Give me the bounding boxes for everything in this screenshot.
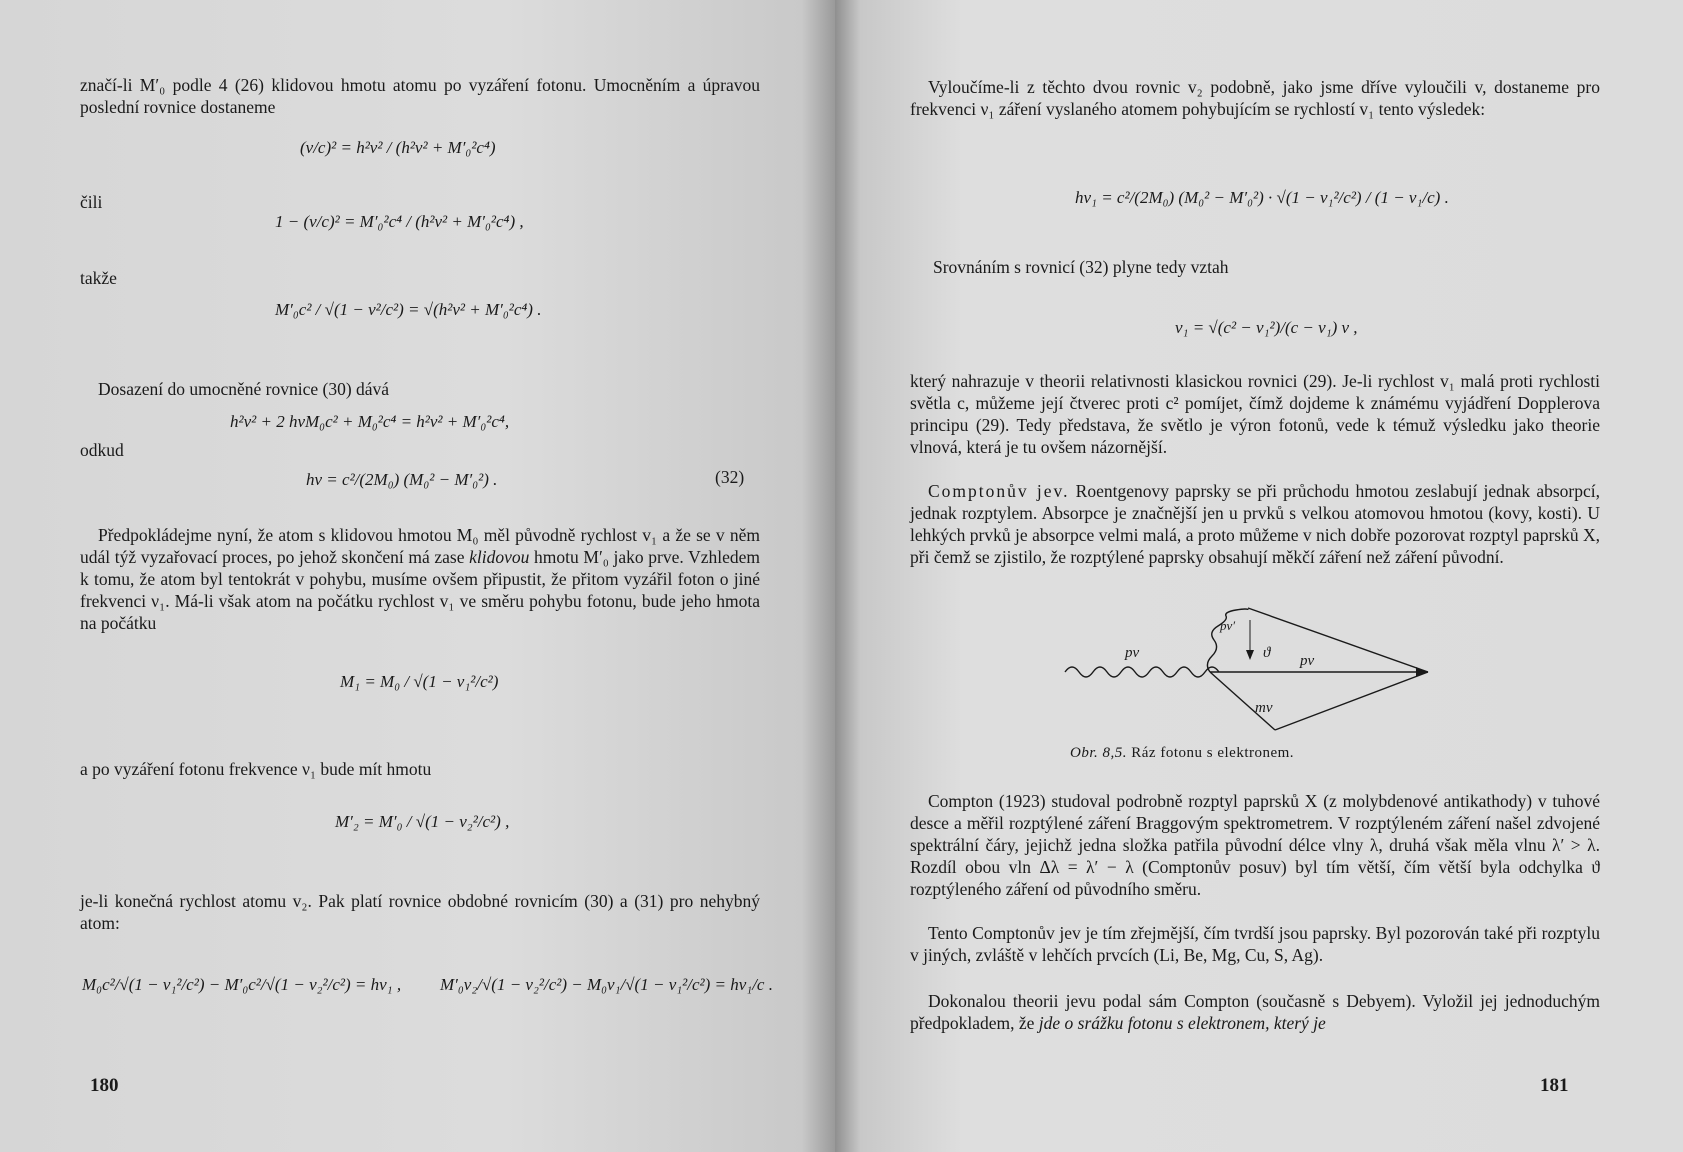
- paragraph: [80, 524, 760, 634]
- incident-photon-wave: [1065, 667, 1219, 677]
- label-p-nu: pν: [1125, 645, 1140, 661]
- equation-3: M′₀c² / √(1 − v²/c²) = √(h²ν² + M′₀²c⁴) .: [275, 300, 542, 319]
- paragraph: který nahrazuje v theorii relativnosti klasickou rovnici (29). Je-li rychlost v₁ malá proti rychlosti světla c, můžeme její čtverec proti c² pomíjet, čímž dojdeme k známému vyjádření Dopplerova principu (29). Tedy představa, že světlo je výron fotonů, vede k témuž výsledku jako theorie vlnová, která je tu ovšem názornější.: [910, 371, 1600, 457]
- paragraph: Compton (1923) studoval podrobně rozptyl paprsků X (z molybdenové antikathody) v tuhové desce a měřil rozptýlené záření Braggovým spektrometrem. V rozptýleném záření našel zdvojené spektrální čáry, jejichž jedna složka patřila původní délce vlny λ, druhá však měla vlnu λ′ > λ. Rozdíl obou vln Δλ = λ′ − λ (Comptonův posuv) byl tím větší, čím větší byla odchylka ϑ rozptýleného záření od původního směru.: [910, 791, 1600, 899]
- label-takze: takže: [80, 268, 117, 288]
- paragraph: [910, 480, 1600, 568]
- paragraph: Tento Comptonův jev je tím zřejmější, čím tvrdší jsou paprsky. Byl pozorován také při rozptylu v jiných, zvláště v lehčích prvcích (Li, Be, Mg, Cu, S, Ag).: [910, 923, 1600, 965]
- equation-frequency-ratio: ν₁ = √(c² − v₁²)/(c − v₁) ν ,: [1175, 318, 1358, 337]
- equation-number: (32): [715, 467, 745, 487]
- label-odkud: odkud: [80, 440, 124, 460]
- equation-2: 1 − (v/c)² = M′₀²c⁴ / (h²ν² + M′₀²c⁴) ,: [275, 212, 524, 231]
- paragraph: Dosazení do umocněné rovnice (30) dává: [98, 379, 390, 399]
- scattered-momentum-vector: [1248, 608, 1428, 672]
- paragraph: Srovnáním s rovnicí (32) plyne tedy vztah: [933, 257, 1229, 277]
- equation-4: h²ν² + 2 hνM₀c² + M₀²c⁴ = h²ν² + M′₀²c⁴,: [230, 412, 510, 431]
- page-number: 181: [1540, 1075, 1569, 1096]
- section-title: Comptonův jev.: [928, 481, 1070, 501]
- paragraph: Vyloučíme-li z těchto dvou rovnic v₂ podobně, jako jsme dříve vyloučili v, dostaneme pro frekvenci ν₁ záření vyslaného atomem pohybujícím se rychlostí v₁ tento výsledek:: [910, 77, 1600, 119]
- equation-32: hν = c²/(2M₀) (M₀² − M′₀²) .: [306, 470, 498, 489]
- equation-mass-2: M′₂ = M′₀ / √(1 − v₂²/c²) ,: [335, 812, 510, 831]
- emphasis: klidovou: [469, 547, 530, 567]
- paragraph: [910, 990, 1600, 1034]
- label-p-nu-2: pν: [1300, 653, 1315, 669]
- text-run: Dokonalou theorii jevu podal sám Compton (současně s Debyem). Vyložil jej jednoduchým předpokladem, že: [910, 991, 1600, 1033]
- equation-energy: M₀c²/√(1 − v₁²/c²) − M′₀c²/√(1 − v₂²/c²) = hν₁ ,: [82, 975, 402, 994]
- equation-mass-1: M₁ = M₀ / √(1 − v₁²/c²): [340, 672, 499, 691]
- left-page: [0, 0, 835, 1152]
- figure-caption: [1070, 745, 1294, 762]
- label-mv: mv: [1255, 700, 1273, 716]
- label-cili: čili: [80, 192, 103, 212]
- label-p-nu-prime: pν′: [1220, 618, 1236, 633]
- paragraph: je-li konečná rychlost atomu v₂. Pak platí rovnice obdobné rovnicím (30) a (31) pro nehybný atom:: [80, 891, 760, 933]
- electron-momentum-closing: [1275, 672, 1428, 730]
- page-number: 180: [90, 1075, 119, 1096]
- figure-number: Obr. 8,5.: [1070, 745, 1128, 761]
- equation-1: (v/c)² = h²ν² / (h²ν² + M′₀²c⁴): [300, 138, 496, 157]
- text-run: Předpokládejme nyní, že atom s klidovou hmotou M₀ měl původně rychlost v₁ a že se v něm udál týž vyzařovací proces, po jehož skončení má zase: [80, 525, 760, 567]
- text-run: Roentgenovy paprsky se při průchodu hmotou zeslabují jednak absorpcí, jednak rozptylem. Absorpce je značnější jen u prvků s velkou atomovou hmotou (kovy, kosti). U lehkých prvků je absorpce velmi malá, a proto můžeme v nich dobře pozorovat rozptyl paprsků X, při čemž se zjistilo, že rozptýlené paprsky obsahují měkčí záření než záření původní.: [910, 481, 1601, 567]
- emphasis: jde o srážku fotonu s elektronem, který je: [1038, 1013, 1326, 1033]
- paragraph: značí-li M′₀ podle 4 (26) klidovou hmotu atomu po vyzáření fotonu. Umocněním a úpravou poslední rovnice dostaneme: [80, 75, 760, 117]
- compton-scattering-figure: [1060, 600, 1480, 750]
- text-run: hmotu M′₀ jako prve. Vzhledem k tomu, že atom byl tentokrát v pohybu, musíme ovšem připustit, že přitom vyzářil foton o jiné frekvenci ν₁. Má-li však atom na počátku rychlost v₁ ve směru pohybu fotonu, bude jeho hmota na počátku: [80, 547, 760, 633]
- label-theta: ϑ: [1263, 645, 1271, 661]
- paragraph: a po vyzáření fotonu frekvence ν₁ bude mít hmotu: [80, 759, 432, 779]
- right-page: [835, 0, 1683, 1152]
- equation-momentum: M′₀v₂/√(1 − v₂²/c²) − M₀v₁/√(1 − v₁²/c²) = hν₁/c .: [440, 975, 773, 994]
- figure-caption-text: Ráz fotonu s elektronem.: [1131, 745, 1295, 761]
- equation-doppler-relativistic: hν₁ = c²/(2M₀) (M₀² − M′₀²) · √(1 − v₁²/c²) / (1 − v₁/c) .: [1075, 188, 1449, 207]
